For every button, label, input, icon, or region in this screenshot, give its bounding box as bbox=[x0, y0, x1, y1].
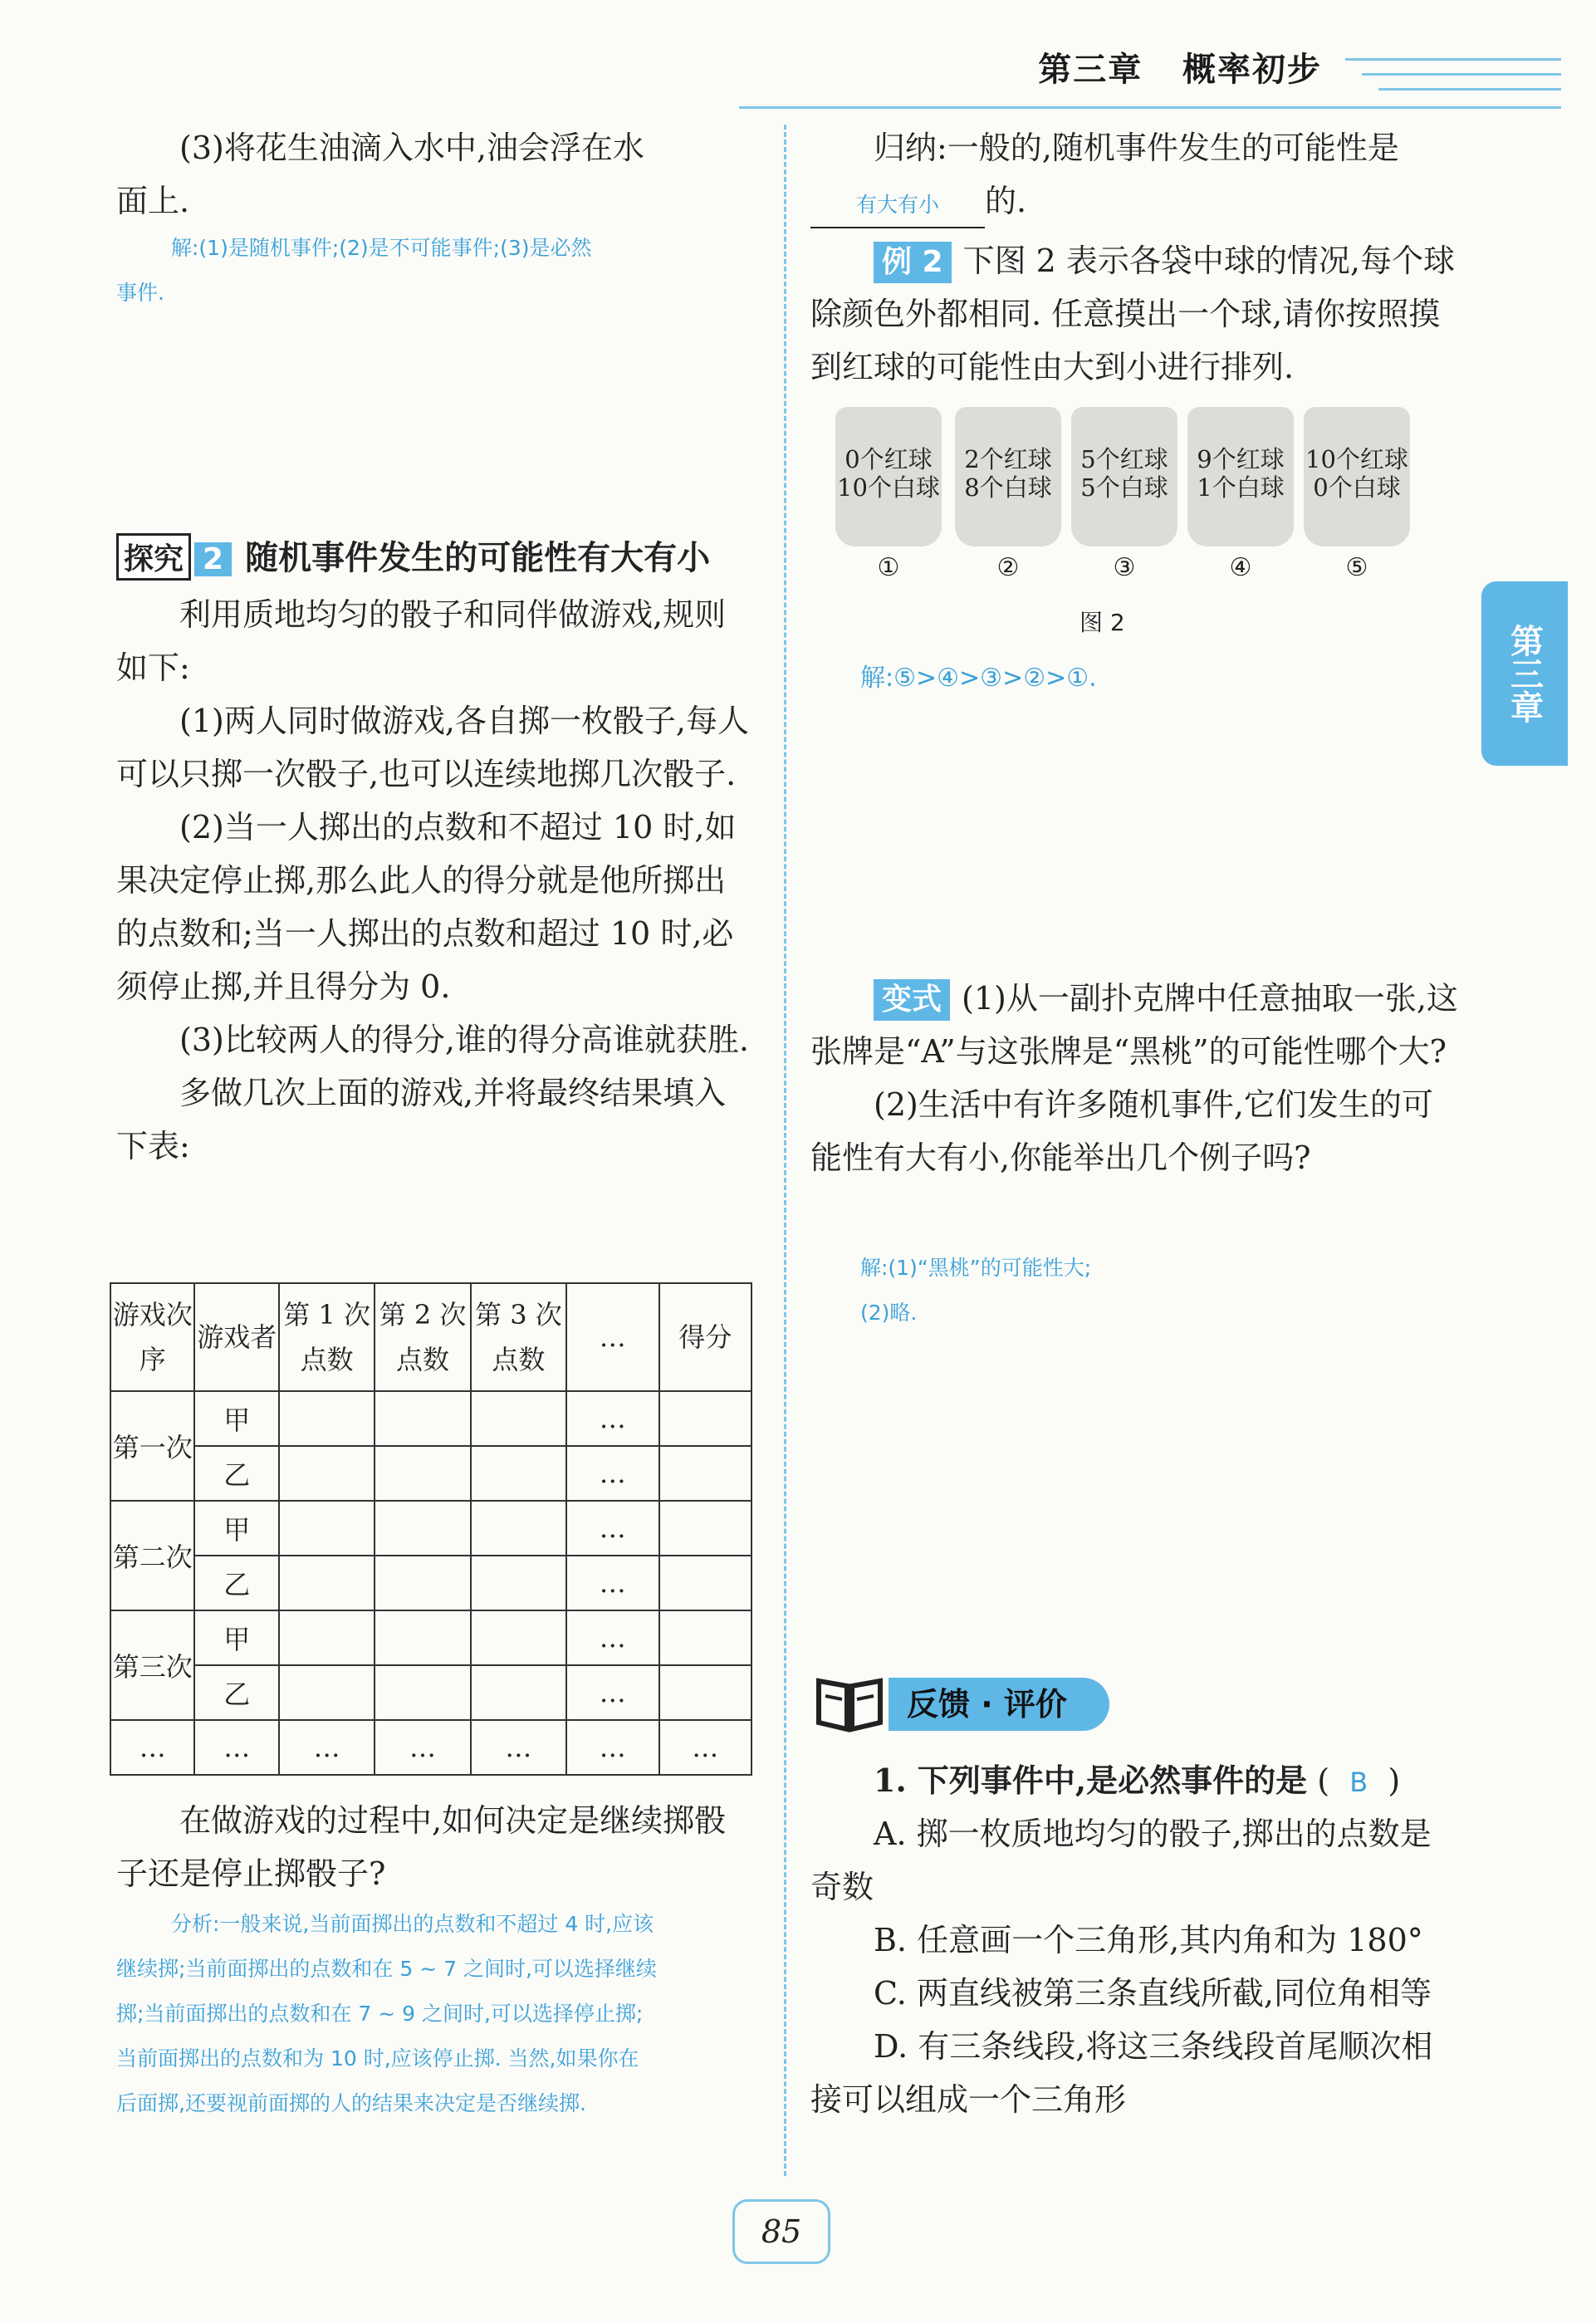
header-cell: 第 3 次点数 bbox=[471, 1283, 566, 1391]
item-3-line1: (3)将花生油滴入水中,油会浮在水 bbox=[179, 130, 644, 166]
dots-cell: … bbox=[279, 1720, 375, 1775]
bag-red-count: 0个红球 bbox=[845, 445, 933, 473]
option-c: C. 两直线被第三条直线所截,同位角相等 bbox=[874, 1975, 1432, 2012]
rule-3: (3)比较两人的得分,谁的得分高谁就获胜. bbox=[179, 1022, 749, 1058]
dots-cell: … bbox=[566, 1501, 658, 1556]
example-text: 下图 2 表示各袋中球的情况,每个球除颜色外都相同. 任意摸出一个球,请你按照摸到红球的可能性由大到小进行排列. bbox=[810, 243, 1456, 385]
chapter-title: 概率初步 bbox=[1182, 50, 1322, 89]
header-cell: 得分 bbox=[659, 1283, 752, 1391]
table-row bbox=[110, 1665, 751, 1720]
variant-answer-2: (2)略. bbox=[860, 1301, 918, 1325]
table-row bbox=[110, 1720, 751, 1775]
question-1 bbox=[810, 1754, 1458, 2126]
bag-white-count: 5个白球 bbox=[1080, 473, 1168, 502]
bag-number: ③ bbox=[1113, 553, 1136, 582]
game-results-table bbox=[110, 1282, 752, 1776]
analysis-line: 掷;当前面掷出的点数和在 7 ~ 9 之间时,可以选择停止掷; bbox=[116, 2002, 644, 2026]
player-cell: 甲 bbox=[194, 1610, 278, 1665]
table-row bbox=[110, 1446, 751, 1501]
dots-cell: … bbox=[659, 1720, 752, 1775]
header-cell: … bbox=[566, 1283, 658, 1391]
summary-blank-answer: 有大有小 bbox=[810, 184, 985, 228]
table-row bbox=[110, 1556, 751, 1610]
example-badge: 例 2 bbox=[874, 242, 952, 283]
header-cell: 第 1 次点数 bbox=[279, 1283, 375, 1391]
header-rule bbox=[739, 106, 1561, 109]
rules-intro: 利用质地均匀的骰子和同伴做游戏,规则如下: bbox=[116, 596, 727, 686]
rule-1: (1)两人同时做游戏,各自掷一枚骰子,每人可以只掷一次骰子,也可以连续地掷几次骰子. bbox=[116, 703, 749, 792]
option-a: A. 掷一枚质地均匀的骰子,掷出的点数是奇数 bbox=[810, 1816, 1432, 1905]
dots-cell: … bbox=[375, 1720, 470, 1775]
column-divider bbox=[784, 125, 786, 2176]
option-b: B. 任意画一个三角形,其内角和为 180° bbox=[874, 1922, 1423, 1958]
header-cell: 游戏次序 bbox=[110, 1283, 194, 1391]
question-1-stem: 1. 下列事件中,是必然事件的是 ( B ) bbox=[874, 1762, 1401, 1799]
analysis bbox=[116, 1902, 772, 2126]
player-cell: 甲 bbox=[194, 1391, 278, 1446]
analysis-line: 当前面掷出的点数和为 10 时,应该停止掷. 当然,如果你在 bbox=[116, 2046, 639, 2071]
explore-heading bbox=[116, 532, 710, 581]
example-2 bbox=[810, 234, 1458, 394]
explore-title: 随机事件发生的可能性有大有小 bbox=[245, 539, 711, 577]
header-decoration-line bbox=[1345, 58, 1561, 61]
player-cell: 乙 bbox=[194, 1556, 278, 1610]
summary-line1: 归纳:一般的,随机事件发生的可能性是 bbox=[874, 130, 1399, 166]
bag-label bbox=[1295, 445, 1419, 502]
item-3 bbox=[116, 121, 756, 228]
bag-white-count: 10个白球 bbox=[837, 473, 940, 502]
header-cell: 第 2 次点数 bbox=[375, 1283, 470, 1391]
feedback-section-title: 反馈 · 评价 bbox=[889, 1678, 1109, 1731]
dots-cell: … bbox=[566, 1391, 658, 1446]
variant-answer bbox=[860, 1246, 1091, 1335]
player-cell: 乙 bbox=[194, 1665, 278, 1720]
round-cell: 第一次 bbox=[110, 1391, 194, 1501]
option-d: D. 有三条线段,将这三条线段首尾顺次相接可以组成一个三角形 bbox=[810, 2028, 1433, 2118]
bag-label bbox=[1062, 445, 1187, 502]
player-cell: 甲 bbox=[194, 1501, 278, 1556]
bag-label bbox=[826, 445, 951, 502]
question-1-answer: B bbox=[1349, 1767, 1368, 1798]
table-row bbox=[110, 1610, 751, 1665]
dots-cell: … bbox=[194, 1720, 278, 1775]
chapter-side-tab: 第三章 bbox=[1481, 581, 1568, 766]
variant-answer-1: 解:(1)“黑桃”的可能性大; bbox=[860, 1256, 1092, 1280]
bag-white-count: 8个白球 bbox=[964, 473, 1052, 502]
analysis-line: 继续掷;当前面掷出的点数和在 5 ~ 7 之间时,可以选择继续 bbox=[116, 1957, 657, 1981]
round-cell: 第二次 bbox=[110, 1501, 194, 1610]
header-decoration-line bbox=[1378, 88, 1561, 91]
answer-1-line2: 事件. bbox=[116, 281, 164, 305]
variant-q1: 变式 (1)从一副扑克牌中任意抽取一张,这张牌是“A”与这张牌是“黑桃”的可能性哪个大? bbox=[810, 980, 1458, 1070]
bag-number: ⑤ bbox=[1345, 553, 1368, 582]
header-cell: 游戏者 bbox=[194, 1283, 278, 1391]
variant-badge: 变式 bbox=[874, 979, 950, 1021]
chapter-label: 第三章 bbox=[1038, 50, 1143, 89]
dots-cell: … bbox=[566, 1610, 658, 1665]
bag-number: ① bbox=[877, 553, 900, 582]
dots-cell: … bbox=[566, 1665, 658, 1720]
dots-cell: … bbox=[566, 1720, 658, 1775]
summary-end: 的. bbox=[985, 183, 1027, 219]
summary-line2 bbox=[810, 174, 1458, 228]
variant-q2: (2)生活中有许多随机事件,它们发生的可能性有大有小,你能举出几个例子吗? bbox=[810, 1086, 1433, 1176]
round-cell: 第三次 bbox=[110, 1610, 194, 1720]
answer-1 bbox=[116, 226, 764, 316]
header-decoration-line bbox=[1362, 73, 1561, 76]
variant bbox=[810, 972, 1458, 1184]
question bbox=[116, 1794, 756, 1900]
summary bbox=[810, 121, 1458, 228]
bag-red-count: 2个红球 bbox=[964, 445, 1052, 473]
analysis-line: 后面掷,还要视前面掷的人的结果来决定是否继续掷. bbox=[116, 2091, 586, 2115]
analysis-line: 分析:一般来说,当前面掷出的点数和不超过 4 时,应该 bbox=[171, 1912, 654, 1936]
bag-red-count: 10个红球 bbox=[1305, 445, 1408, 473]
chapter-header bbox=[1038, 43, 1322, 91]
bag-number: ② bbox=[996, 553, 1020, 582]
bag-white-count: 0个白球 bbox=[1313, 473, 1401, 502]
dots-cell: … bbox=[471, 1720, 566, 1775]
game-rules bbox=[116, 588, 756, 1173]
open-book-icon bbox=[814, 1671, 885, 1732]
bag-number: ④ bbox=[1229, 553, 1252, 582]
bag-label bbox=[1178, 445, 1303, 502]
question-text: 在做游戏的过程中,如何决定是继续掷骰子还是停止掷骰子? bbox=[116, 1802, 727, 1892]
rule-2: (2)当一人掷出的点数和不超过 10 时,如果决定停止掷,那么此人的得分就是他所掷出的点数和;当一人掷出的点数和超过 10 时,必须停止掷,并且得分为 0. bbox=[116, 809, 737, 1005]
bag-white-count: 1个白球 bbox=[1197, 473, 1285, 502]
bag-red-count: 5个红球 bbox=[1080, 445, 1168, 473]
answer-1-line1: 解:(1)是随机事件;(2)是不可能事件;(3)是必然 bbox=[171, 236, 592, 260]
bag-red-count: 9个红球 bbox=[1197, 445, 1285, 473]
explore-tag: 探究 bbox=[116, 533, 191, 581]
example-answer: 解:⑤>④>③>②>①. bbox=[860, 664, 1097, 693]
dots-cell: … bbox=[110, 1720, 194, 1775]
bag-label bbox=[946, 445, 1070, 502]
fill-instruction: 多做几次上面的游戏,并将最终结果填入下表: bbox=[116, 1075, 727, 1164]
table-row bbox=[110, 1391, 751, 1446]
explore-number: 2 bbox=[194, 542, 232, 576]
page-number: 85 bbox=[732, 2199, 830, 2264]
dots-cell: … bbox=[566, 1446, 658, 1501]
dots-cell: … bbox=[566, 1556, 658, 1610]
table-row bbox=[110, 1501, 751, 1556]
player-cell: 乙 bbox=[194, 1446, 278, 1501]
figure-caption: 图 2 bbox=[1080, 609, 1125, 636]
item-3-line2: 面上. bbox=[116, 183, 190, 219]
table-header-row bbox=[110, 1283, 751, 1391]
